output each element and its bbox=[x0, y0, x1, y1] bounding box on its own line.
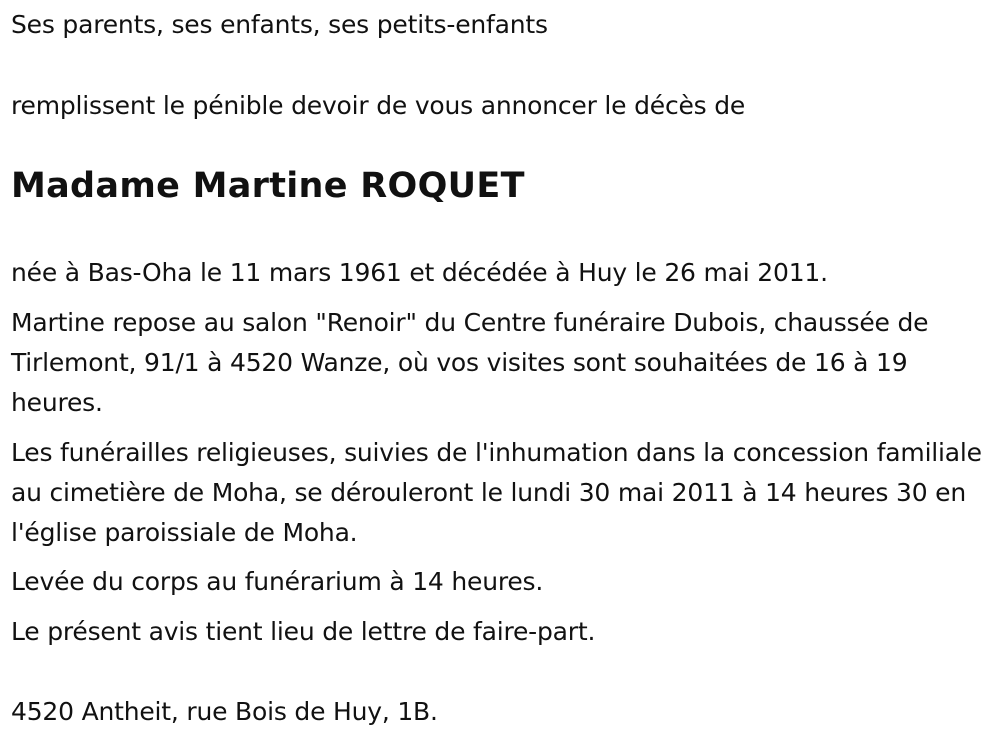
deceased-name: Madame Martine ROQUET bbox=[11, 166, 525, 206]
announcement-line: remplissent le pénible devoir de vous annoncer le décès de bbox=[11, 91, 746, 120]
faire-part-line: Le présent avis tient lieu de lettre de faire-part. bbox=[11, 617, 596, 646]
funeral-paragraph: Les funérailles religieuses, suivies de l'inhumation dans la concession familiale au cimetière de Moha, se dérouleront le lundi 30 mai 2011 à 14 heures 30 en l'église paroissiale de Moha. bbox=[11, 438, 982, 547]
body-removal-line: Levée du corps au funérarium à 14 heures. bbox=[11, 567, 544, 596]
birth-death-line: née à Bas-Oha le 11 mars 1961 et décédée à Huy le 26 mai 2011. bbox=[11, 258, 828, 287]
viewing-paragraph: Martine repose au salon "Renoir" du Centre funéraire Dubois, chaussée de Tirlemont, 91/1 à 4520 Wanze, où vos visites sont souhaitées de 16 à 19 heures. bbox=[11, 308, 929, 417]
family-line: Ses parents, ses enfants, ses petits-enfants bbox=[11, 10, 548, 39]
address-line: 4520 Antheit, rue Bois de Huy, 1B. bbox=[11, 697, 438, 726]
